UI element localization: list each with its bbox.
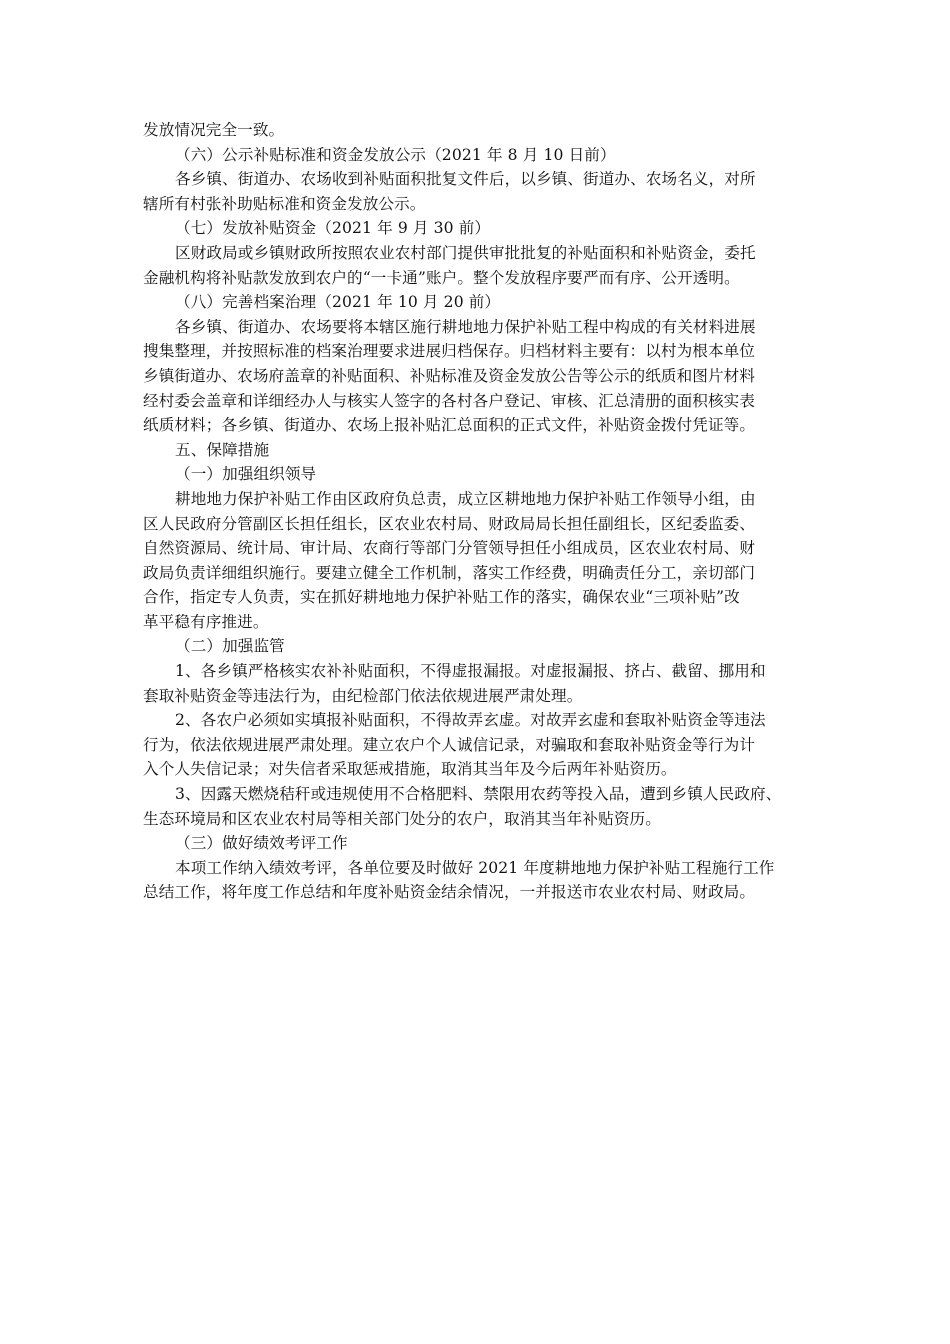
text-line: （六）公示补贴标准和资金发放公示（2021 年 8 月 10 日前） <box>175 145 616 164</box>
text-line: 行为，依法依规进展严肃处理。建立农户个人诚信记录，对骗取和套取补贴资金等行为计 <box>143 735 756 754</box>
text-line: 耕地地力保护补贴工作由区政府负总责，成立区耕地地力保护补贴工作领导小组，由 <box>175 489 756 508</box>
text-line: 政局负责详细组织施行。要建立健全工作机制，落实工作经费，明确责任分工，亲切部门 <box>143 563 756 582</box>
text-line: 区财政局或乡镇财政所按照农业农村部门提供审批批复的补贴面积和补贴资金，委托 <box>175 243 756 262</box>
text-line: （二）加强监管 <box>175 637 285 656</box>
text-line: 总结工作，将年度工作总结和年度补贴资金结余情况，一并报送市农业农村局、财政局。 <box>143 883 756 902</box>
text-line: 经村委会盖章和详细经办人与核实人签字的各村各户登记、审核、汇总清册的面积核实表 <box>143 391 756 410</box>
text-line: 发放情况完全一致。 <box>143 121 285 139</box>
text-line: 各乡镇、街道办、农场收到补贴面积批复文件后，以乡镇、街道办、农场名义，对所 <box>175 170 756 189</box>
text-line: 区人民政府分管副区长担任组长，区农业农村局、财政局局长担任副组长，区纪委监委、 <box>143 514 756 533</box>
text-line: 3、因露天燃烧秸秆或违规使用不合格肥料、禁限用农药等投入品，遭到乡镇人民政府、 <box>175 785 782 804</box>
text-line: 2、各农户必须如实填报补贴面积，不得故弄玄虚。对故弄玄虚和套取补贴资金等违法 <box>175 711 766 730</box>
text-line: 套取补贴资金等违法行为，由纪检部门依法依规进展严肃处理。 <box>143 686 583 705</box>
text-line: 自然资源局、统计局、审计局、农商行等部门分管领导担任小组成员，区农业农村局、财 <box>143 539 756 558</box>
text-line: 五、保障措施 <box>175 440 270 459</box>
text-line: （八）完善档案治理（2021 年 10 月 20 前） <box>175 293 501 312</box>
text-line: 1、各乡镇严格核实农补补贴面积，不得虚报漏报。对虚报漏报、挤占、截留、挪用和 <box>175 662 766 681</box>
text-line: 入个人失信记录；对失信者采取惩戒措施，取消其当年及今后两年补贴资历。 <box>143 760 677 779</box>
text-line: 乡镇街道办、农场府盖章的补贴面积、补贴标准及资金发放公告等公示的纸质和图片材料 <box>143 366 756 385</box>
text-line: （一）加强组织领导 <box>175 465 317 484</box>
text-line: 金融机构将补贴款发放到农户的“一卡通”账户。整个发放程序要严而有序、公开透明。 <box>143 268 740 287</box>
document-body <box>143 118 809 905</box>
text-line: 本项工作纳入绩效考评，各单位要及时做好 2021 年度耕地地力保护补贴工程施行工作 <box>175 858 775 877</box>
text-line: 搜集整理，并按照标准的档案治理要求进展归档保存。归档材料主要有：以村为根本单位 <box>143 342 756 361</box>
text-line: 生态环境局和区农业农村局等相关部门处分的农户，取消其当年补贴资历。 <box>143 809 661 828</box>
text-line: （三）做好绩效考评工作 <box>175 834 348 853</box>
text-line: 纸质材料；各乡镇、街道办、农场上报补贴汇总面积的正式文件，补贴资金拨付凭证等。 <box>143 416 756 435</box>
text-line: 革平稳有序推进。 <box>143 612 269 631</box>
text-line: （七）发放补贴资金（2021 年 9 月 30 前） <box>175 219 491 238</box>
text-line: 各乡镇、街道办、农场要将本辖区施行耕地地力保护补贴工程中构成的有关材料进展 <box>175 317 756 336</box>
text-line: 合作，指定专人负责，实在抓好耕地地力保护补贴工作的落实，确保农业“三项补贴”改 <box>143 588 740 607</box>
text-line: 辖所有村张补助贴标准和资金发放公示。 <box>143 194 426 213</box>
